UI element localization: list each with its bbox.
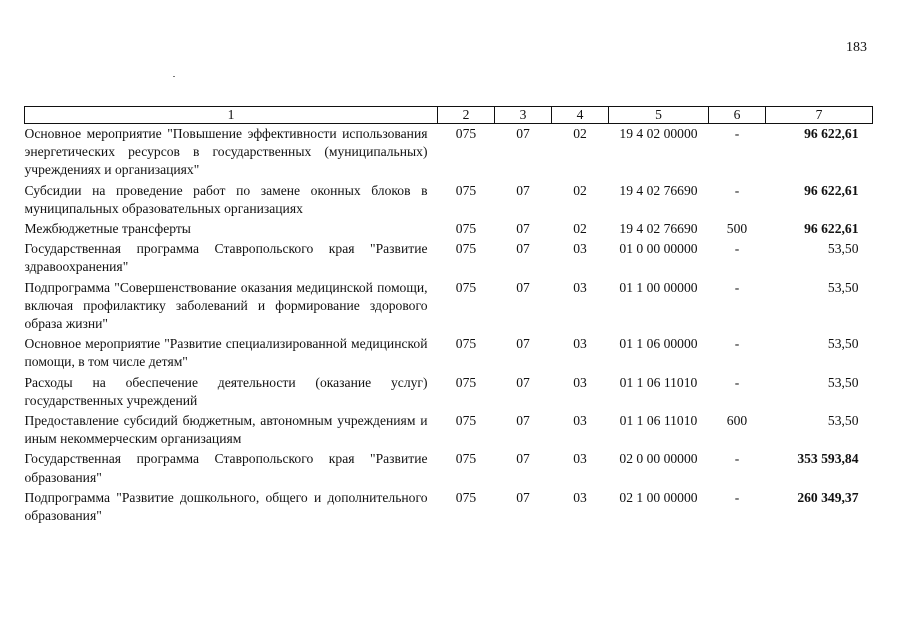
row-target-code: 19 4 02 00000 [619, 126, 698, 141]
row-amount: 353 593,84 [797, 451, 859, 467]
row-subsection: 03 [573, 413, 587, 429]
row-subsection: 03 [573, 279, 587, 295]
row-expense-type: - [734, 241, 740, 257]
table-row [25, 334, 873, 372]
row-expense-type: - [734, 336, 740, 352]
table-header [25, 107, 873, 124]
row-section: 07 [516, 182, 530, 198]
table-row [25, 219, 873, 239]
row-amount: 53,50 [827, 241, 859, 257]
row-description: Государственная программа Ставропольского края "Развитие образования" [24, 451, 428, 485]
table-row [25, 181, 873, 219]
row-amount: 53,50 [827, 413, 859, 429]
row-section: 07 [516, 221, 530, 237]
row-description: Основное мероприятие "Повышение эффективности использования энергетических ресурсов в государственных (муниципальных) учреждениях и организациях" [24, 126, 428, 178]
row-admin-code: 075 [455, 126, 477, 141]
row-admin-code: 075 [455, 374, 477, 390]
row-amount: 53,50 [827, 279, 859, 295]
row-section: 07 [516, 336, 530, 352]
column-header-6: 6 [709, 107, 766, 124]
row-target-code: 01 1 00 00000 [619, 279, 698, 295]
row-subsection: 02 [573, 126, 587, 141]
table-body [25, 124, 873, 527]
row-admin-code: 075 [455, 182, 477, 198]
row-subsection: 02 [573, 182, 587, 198]
row-target-code: 01 1 06 00000 [619, 336, 698, 352]
page-number: 183 [846, 40, 867, 55]
row-description: Межбюджетные трансферты [24, 221, 191, 237]
row-admin-code: 075 [455, 336, 477, 352]
row-description: Подпрограмма "Развитие дошкольного, общего и дополнительного образования" [24, 489, 428, 524]
column-header-2: 2 [438, 107, 495, 124]
row-description: Подпрограмма "Совершенствование оказания медицинской помощи, включая профилактику заболеваний и формирование здорового образа жизни" [24, 279, 428, 332]
row-admin-code: 075 [455, 413, 477, 429]
row-target-code: 19 4 02 76690 [619, 221, 698, 237]
row-description: Основное мероприятие "Развитие специализированной медицинской помощи, в том числе детям" [24, 336, 428, 370]
row-target-code: 19 4 02 76690 [619, 182, 698, 198]
column-header-3: 3 [495, 107, 552, 124]
row-section: 07 [516, 279, 530, 295]
column-header-5: 5 [609, 107, 709, 124]
row-expense-type: - [734, 489, 740, 505]
table-row [25, 373, 873, 411]
row-description: Расходы на обеспечение деятельности (оказание услуг) государственных учреждений [24, 374, 428, 408]
row-target-code: 02 0 00 00000 [619, 451, 698, 467]
row-amount: 53,50 [827, 374, 859, 390]
row-target-code: 01 0 00 00000 [619, 241, 698, 257]
row-section: 07 [516, 374, 530, 390]
row-section: 07 [516, 489, 530, 505]
row-subsection: 03 [573, 451, 587, 467]
row-expense-type: - [734, 126, 740, 141]
row-description: Предоставление субсидий бюджетным, автономным учреждениям и иным некоммерческим организациям [24, 413, 428, 447]
row-subsection: 03 [573, 374, 587, 390]
row-admin-code: 075 [455, 279, 477, 295]
budget-table [24, 106, 873, 526]
row-description: Субсидии на проведение работ по замене оконных блоков в муниципальных образовательных организациях [24, 182, 428, 216]
row-target-code: 01 1 06 11010 [619, 374, 698, 390]
column-header-1: 1 [25, 107, 438, 124]
table-row [25, 124, 873, 181]
row-expense-type: 600 [726, 413, 748, 429]
row-admin-code: 075 [455, 451, 477, 467]
row-admin-code: 075 [455, 221, 477, 237]
row-expense-type: - [734, 374, 740, 390]
table-row [25, 278, 873, 335]
row-section: 07 [516, 451, 530, 467]
table-row [25, 488, 873, 526]
table-row [25, 449, 873, 487]
column-header-7: 7 [766, 107, 873, 124]
header-row [25, 107, 873, 124]
row-target-code: 01 1 06 11010 [619, 413, 698, 429]
column-header-4: 4 [552, 107, 609, 124]
table-row [25, 411, 873, 449]
row-section: 07 [516, 126, 530, 141]
row-amount: 96 622,61 [804, 182, 859, 198]
row-subsection: 03 [573, 336, 587, 352]
row-amount: 96 622,61 [804, 126, 859, 141]
row-expense-type: - [734, 279, 740, 295]
row-target-code: 02 1 00 00000 [619, 489, 698, 505]
scan-speck [173, 76, 175, 77]
row-subsection: 03 [573, 489, 587, 505]
row-amount: 96 622,61 [804, 221, 859, 237]
row-admin-code: 075 [455, 489, 477, 505]
row-expense-type: 500 [726, 221, 748, 237]
row-section: 07 [516, 241, 530, 257]
row-admin-code: 075 [455, 241, 477, 257]
row-subsection: 02 [573, 221, 587, 237]
row-section: 07 [516, 413, 530, 429]
row-description: Государственная программа Ставропольского края "Развитие здравоохранения" [24, 241, 428, 275]
table-row [25, 239, 873, 277]
row-expense-type: - [734, 451, 740, 467]
row-amount: 260 349,37 [797, 489, 859, 505]
row-expense-type: - [734, 182, 740, 198]
row-amount: 53,50 [827, 336, 859, 352]
row-subsection: 03 [573, 241, 587, 257]
